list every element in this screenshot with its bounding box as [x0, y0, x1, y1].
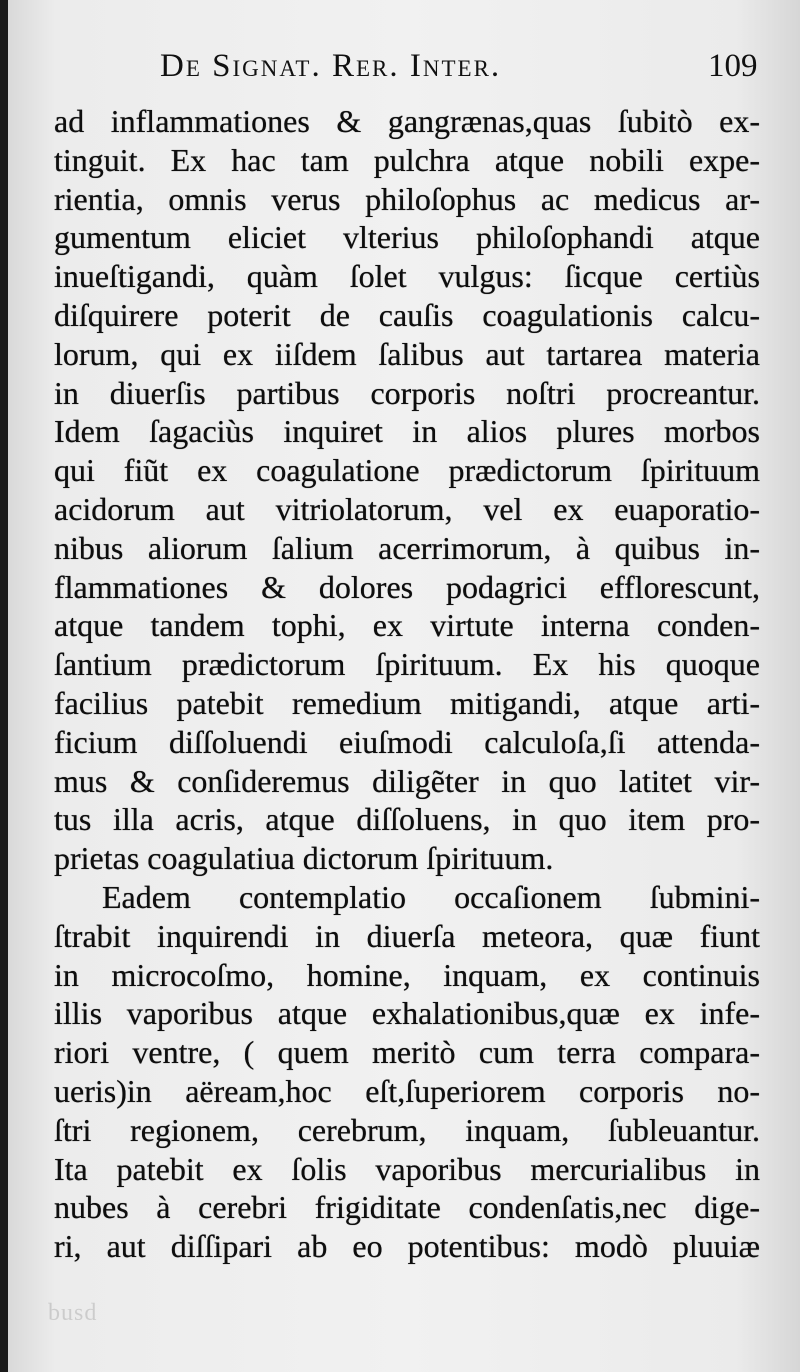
text-line: Ita patebit ex ſolis vaporibus mercurialibus in — [54, 1150, 760, 1187]
page-header — [8, 44, 800, 90]
text-line: in diuerſis partibus corporis noſtri procreantur. — [54, 374, 760, 411]
text-line: inueſtigandi, quàm ſolet vulgus: ſicque certiùs — [54, 258, 760, 295]
text-line: ſtrabit inquirendi in diuerſa meteora, quæ fiunt — [54, 917, 760, 954]
text-line: nibus aliorum ſalium acerrimorum, à quibus in- — [54, 529, 760, 566]
text-line: facilius patebit remedium mitigandi, atque arti- — [54, 684, 760, 721]
text-line-paragraph-start: Eadem contemplatio occaſionem ſubmini- — [102, 878, 760, 915]
text-line: diſquirere poterit de cauſis coagulationis calcu- — [54, 296, 760, 333]
text-line: ad inflammationes & gangrænas,quas ſubitò ex- — [54, 103, 760, 139]
text-line: nubes à cerebri frigiditate condenſatis,nec dige- — [54, 1189, 760, 1226]
text-line: mus & conſideremus diligẽter in quo latitet vir- — [54, 762, 760, 799]
text-line: gumentum eliciet vlterius philoſophandi atque — [54, 219, 760, 256]
text-line: lorum, qui ex iiſdem ſalibus aut tartarea materia — [54, 335, 760, 372]
text-line: in microcoſmo, homine, inquam, ex continuis — [54, 956, 760, 993]
page-number: 109 — [708, 48, 758, 84]
text-line: illis vaporibus atque exhalationibus,quæ ex infe- — [54, 995, 760, 1032]
text-line: prietas coagulatiua dictorum ſpirituum. — [54, 840, 554, 877]
text-line: ueris)in aëream,hoc eſt,ſuperiorem corporis no- — [54, 1072, 760, 1109]
text-line: tinguit. Ex hac tam pulchra atque nobili expe- — [54, 141, 760, 178]
text-line: acidorum aut vitriolatorum, vel ex euaporatio- — [54, 490, 760, 527]
text-line: riori ventre, ( quem meritò cum terra compara- — [54, 1034, 760, 1071]
text-line: ri, aut diſſipari ab eo potentibus: modò pluuiæ — [54, 1228, 760, 1265]
text-line: rientia, omnis verus philoſophus ac medicus ar- — [54, 180, 760, 217]
book-page — [8, 0, 800, 1372]
text-line: tus illa acris, atque diſſoluens, in quo item pro- — [54, 801, 760, 838]
text-line: qui fiũt ex coagulatione prædictorum ſpirituum — [54, 452, 760, 489]
body-text — [54, 102, 760, 1266]
text-line: flammationes & dolores podagrici efflorescunt, — [54, 568, 760, 605]
text-line: ficium diſſoluendi eiuſmodi calculoſa,ſi attenda- — [54, 723, 760, 760]
bleed-through-text: busd — [48, 1300, 98, 1326]
text-line: ſantium prædictorum ſpirituum. Ex his quoque — [54, 646, 760, 683]
text-line: Idem ſagaciùs inquiret in alios plures morbos — [54, 413, 760, 450]
text-line: ſtri regionem, cerebrum, inquam, ſubleuantur. — [54, 1111, 760, 1148]
running-title: De Signat. Rer. Inter. — [160, 48, 502, 84]
text-line: atque tandem tophi, ex virtute interna conden- — [54, 607, 760, 644]
